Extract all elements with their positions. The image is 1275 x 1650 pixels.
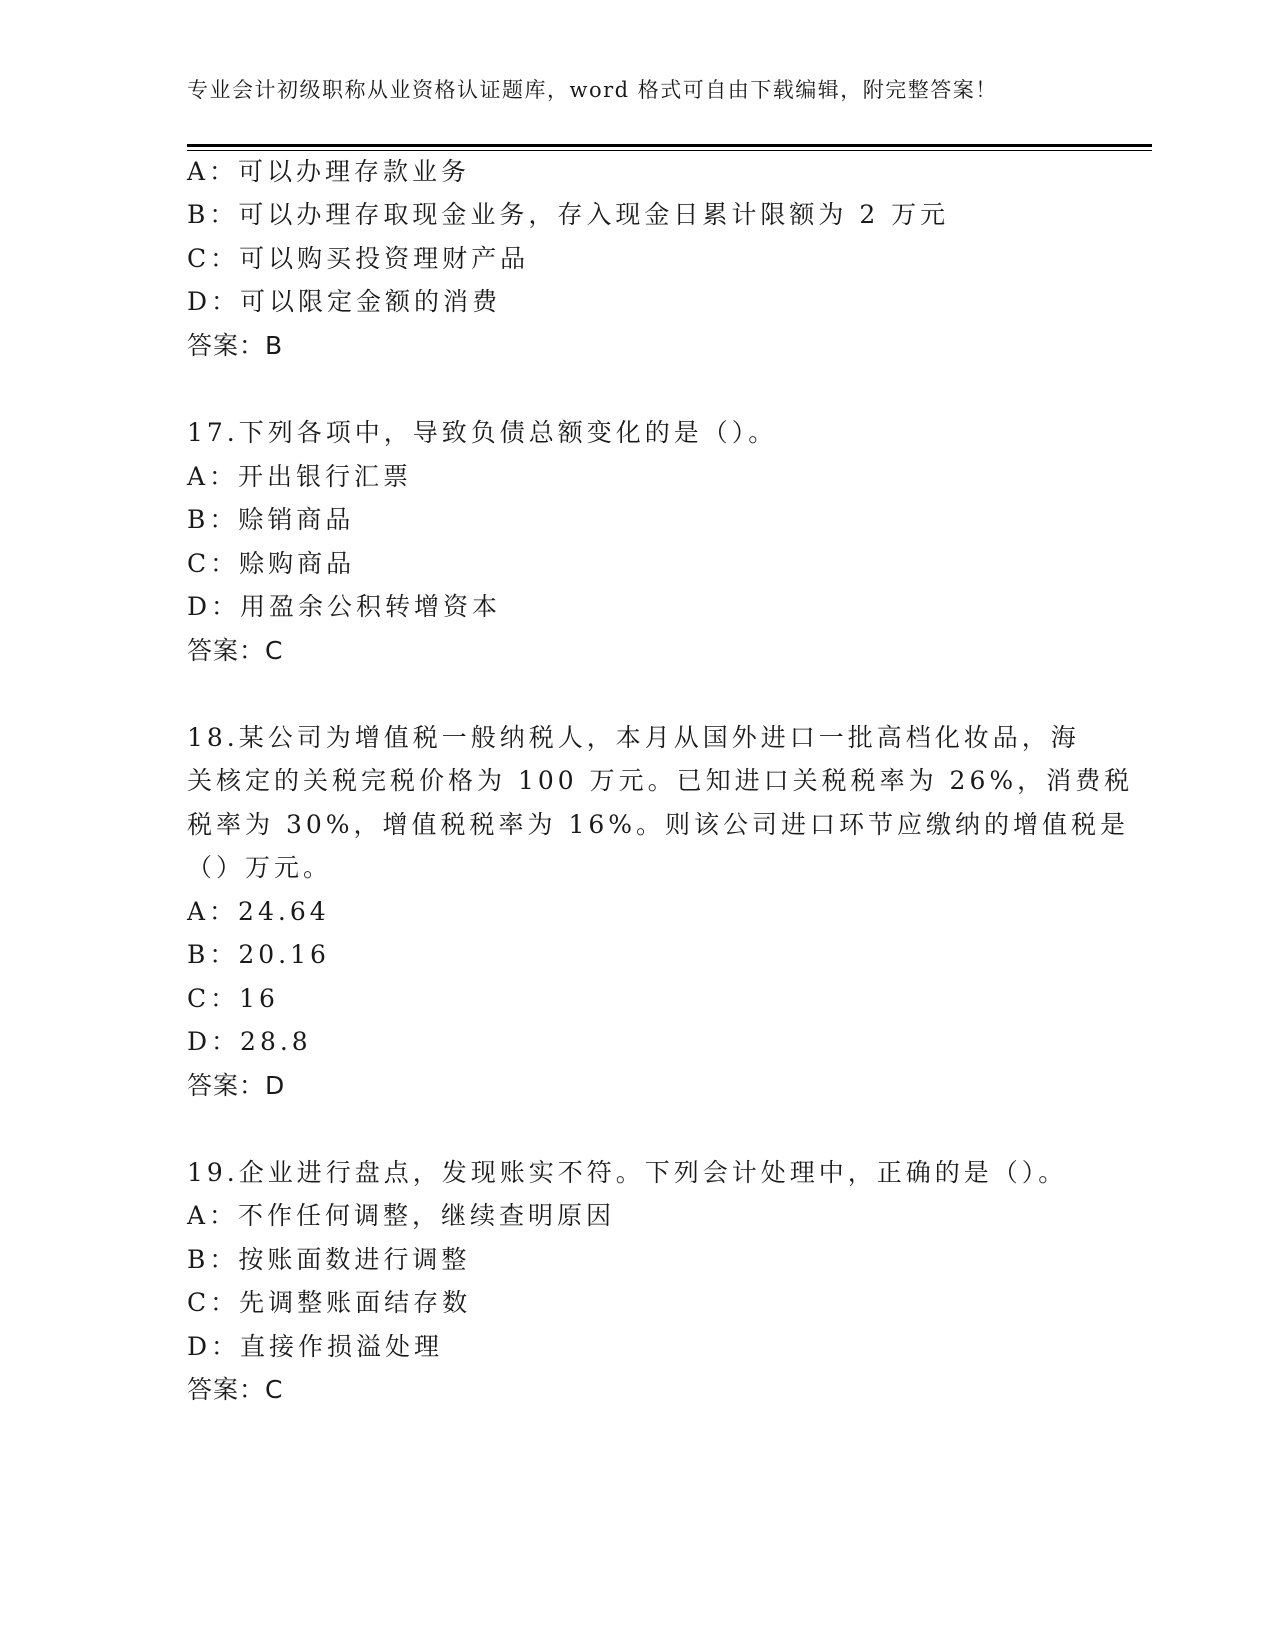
- q19-answer: 答案：C: [187, 1375, 284, 1404]
- q18-stem-line-2: 关核定的关税完税价格为 100 万元。已知进口关税税率为 26%，消费税: [187, 766, 1134, 795]
- q16-option-d: D：可以限定金额的消费: [187, 287, 502, 316]
- q16-option-c: C：可以购买投资理财产品: [187, 244, 530, 273]
- q19-option-d: D：直接作损溢处理: [187, 1332, 444, 1361]
- q19-option-c: C：先调整账面结存数: [187, 1288, 472, 1317]
- q17-option-a: A：开出银行汇票: [187, 462, 413, 491]
- q18-option-c: C：16: [187, 984, 279, 1013]
- q18-stem-line-4: （）万元。: [187, 853, 333, 882]
- q18-stem-line-3: 税率为 30%，增值税税率为 16%。则该公司进口环节应缴纳的增值税是: [187, 810, 1130, 839]
- page-header: 专业会计初级职称从业资格认证题库，word 格式可自由下载编辑，附完整答案！: [187, 78, 998, 102]
- q18-option-d: D：28.8: [187, 1027, 312, 1056]
- q17-option-d: D：用盈余公积转增资本: [187, 592, 502, 621]
- q19-option-b: B：按账面数进行调整: [187, 1245, 471, 1274]
- q16-option-b: B：可以办理存取现金业务，存入现金日累计限额为 2 万元: [187, 200, 950, 229]
- q17-option-b: B：赊销商品: [187, 505, 355, 534]
- q18-option-b: B：20.16: [187, 940, 330, 969]
- q17-answer: 答案：C: [187, 636, 284, 665]
- q19-option-a: A：不作任何调整，继续查明原因: [187, 1201, 616, 1230]
- q17-stem: 17.下列各项中，导致负债总额变化的是（）。: [187, 418, 778, 447]
- q19-stem: 19.企业进行盘点，发现账实不符。下列会计处理中，正确的是（）。: [187, 1158, 1068, 1187]
- header-rule-thick: [187, 144, 1152, 147]
- q17-option-c: C：赊购商品: [187, 549, 356, 578]
- q18-option-a: A：24.64: [187, 897, 330, 926]
- header-rule-thin: [187, 150, 1152, 151]
- q16-answer: 答案：B: [187, 331, 284, 360]
- q16-option-a: A：可以办理存款业务: [187, 157, 471, 186]
- q18-stem-line-1: 18.某公司为增值税一般纳税人，本月从国外进口一批高档化妆品，海: [187, 723, 1080, 752]
- q18-answer: 答案：D: [187, 1071, 286, 1100]
